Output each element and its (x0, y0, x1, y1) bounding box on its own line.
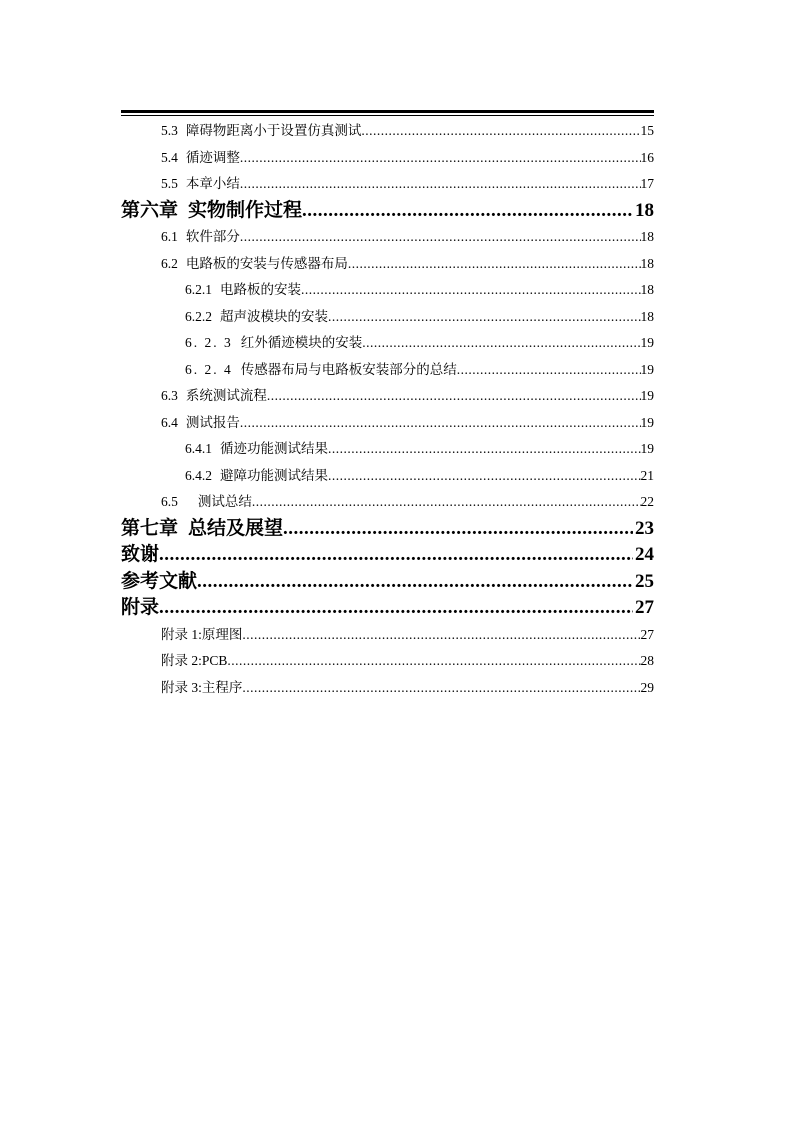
toc-appendix-2[interactable] (121, 648, 654, 675)
toc-appendix[interactable] (121, 595, 654, 622)
toc-number: 6.3 (161, 388, 178, 403)
toc-title: 致谢 (121, 544, 160, 565)
toc-leader (252, 489, 641, 516)
toc-page-number: 18 (640, 255, 654, 271)
toc-entry-6-2[interactable] (121, 251, 654, 278)
toc-page-number: 17 (640, 176, 654, 191)
toc-chapter-6[interactable] (121, 198, 654, 225)
toc-leader (267, 383, 641, 410)
toc-title: 循迹功能测试结果 (220, 441, 328, 456)
toc-number: 第六章 (121, 199, 179, 221)
toc-appendix-3[interactable] (121, 675, 654, 702)
toc-entry-6-4-1[interactable] (121, 436, 654, 463)
toc-references[interactable] (121, 569, 654, 596)
toc-entry-5-5[interactable] (121, 171, 654, 198)
toc-page-number: 18 (640, 229, 654, 244)
toc-entry-6-2-1[interactable] (121, 277, 654, 304)
toc-title: 障碍物距离小于设置仿真测试 (185, 123, 362, 138)
toc-number: 6.2.1 (185, 282, 212, 297)
toc-number: 第七章 (121, 517, 179, 539)
toc-number: 5.5 (161, 176, 178, 191)
toc-entry-5-3[interactable] (121, 118, 654, 145)
toc-page-number: 19 (640, 361, 654, 377)
toc-entry-6-4-2[interactable] (121, 463, 654, 490)
toc-page-number: 22 (640, 494, 654, 509)
toc-title: 超声波模块的安装 (220, 308, 328, 324)
header-rule-thin (121, 115, 654, 116)
toc-entry-6-1[interactable] (121, 224, 654, 251)
toc-number: 6.5 (161, 494, 178, 509)
toc-page-number: 28 (640, 653, 654, 668)
toc-page-number: 21 (640, 467, 654, 483)
toc-number: 6.4 (161, 414, 178, 430)
toc-number: 6. 2. 3 (185, 335, 233, 350)
toc-page-number: 29 (640, 679, 654, 695)
toc-title: 实物制作过程 (188, 199, 303, 221)
header-rule-thick (121, 110, 654, 113)
toc-page-number: 19 (640, 388, 654, 403)
toc-page-number: 18 (640, 282, 654, 297)
toc-leader (240, 145, 641, 172)
toc-leader (283, 516, 633, 543)
toc-title: 本章小结 (185, 176, 240, 191)
toc-page-number: 18 (635, 199, 654, 221)
toc-entry-6-2-3[interactable] (121, 330, 654, 357)
toc-title: 传感器布局与电路板安装部分的总结 (240, 361, 457, 377)
toc-leader (240, 224, 641, 251)
toc-leader (159, 542, 633, 569)
toc-title: 系统测试流程 (185, 388, 267, 403)
toc-leader (457, 357, 641, 384)
toc-leader (361, 118, 640, 145)
toc-page-number: 24 (635, 544, 654, 565)
toc-entry-5-4[interactable] (121, 145, 654, 172)
toc-page-number: 19 (640, 441, 654, 456)
toc-leader (240, 410, 641, 437)
toc-title: 总结及展望 (188, 517, 284, 539)
toc-leader (242, 675, 640, 702)
toc-leader (302, 198, 633, 225)
toc-title: 参考文献 (121, 570, 198, 592)
toc-number: 5.3 (161, 123, 178, 138)
toc-page-number: 25 (635, 570, 654, 592)
toc-title: 红外循迹模块的安装 (240, 335, 363, 350)
toc-title: 附录 3:主程序 (161, 679, 243, 695)
toc-entry-6-3[interactable] (121, 383, 654, 410)
toc-title: 附录 (121, 597, 160, 618)
toc-title: 测试报告 (185, 414, 240, 430)
toc-entry-6-5[interactable] (121, 489, 654, 516)
toc-leader (328, 436, 641, 463)
toc-number: 5.4 (161, 149, 178, 165)
toc-leader (301, 277, 641, 304)
toc-leader (227, 648, 640, 675)
toc-appendix-1[interactable] (121, 622, 654, 649)
toc-title: 电路板的安装 (220, 282, 301, 297)
toc-title: 测试总结 (197, 494, 252, 509)
toc-number: 6. 2. 4 (185, 361, 233, 377)
toc-leader (328, 304, 641, 331)
toc-leader (348, 251, 641, 278)
toc-page-number: 15 (640, 123, 654, 138)
toc-chapter-7[interactable] (121, 516, 654, 543)
toc-page-number: 19 (640, 414, 654, 430)
toc-title: 软件部分 (185, 229, 240, 244)
toc-page-number: 16 (640, 149, 654, 165)
table-of-contents (121, 118, 654, 701)
toc-title: 附录 1:原理图 (161, 626, 243, 642)
toc-leader (197, 569, 633, 596)
toc-title: 附录 2:PCB (161, 653, 228, 668)
toc-leader (328, 463, 641, 490)
toc-number: 6.1 (161, 229, 178, 244)
toc-page-number: 27 (640, 626, 654, 642)
toc-leader (159, 595, 633, 622)
toc-entry-6-2-4[interactable] (121, 357, 654, 384)
toc-number: 6.2 (161, 255, 178, 271)
toc-title: 电路板的安装与传感器布局 (185, 255, 348, 271)
toc-entry-6-4[interactable] (121, 410, 654, 437)
toc-page-number: 19 (640, 335, 654, 350)
toc-entry-6-2-2[interactable] (121, 304, 654, 331)
toc-page-number: 18 (640, 308, 654, 324)
toc-acknowledgements[interactable] (121, 542, 654, 569)
toc-page-number: 23 (635, 517, 654, 539)
toc-number: 6.2.2 (185, 308, 212, 324)
toc-title: 循迹调整 (185, 149, 240, 165)
toc-title: 避障功能测试结果 (220, 467, 328, 483)
toc-leader (242, 622, 640, 649)
toc-number: 6.4.2 (185, 467, 212, 483)
toc-leader (362, 330, 640, 357)
toc-leader (240, 171, 641, 198)
toc-page-number: 27 (635, 597, 654, 618)
toc-number: 6.4.1 (185, 441, 212, 456)
